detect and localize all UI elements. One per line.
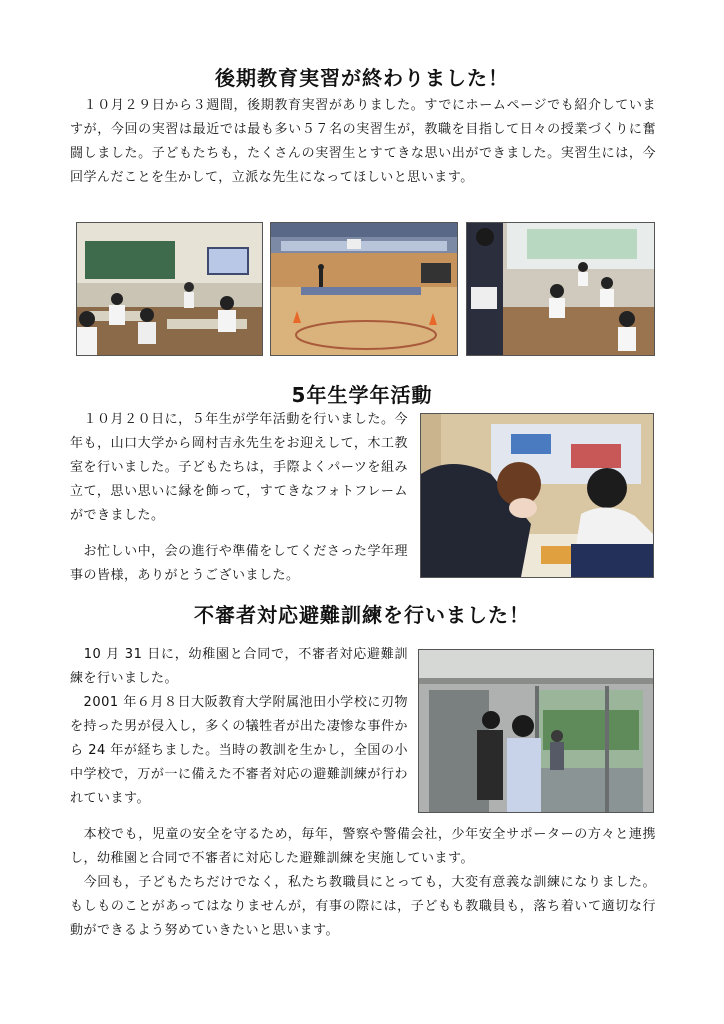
- section2-title: 5年生学年活動: [291, 383, 433, 407]
- section3-paragraph-3: 本校でも，児童の安全を守るため，毎年，警察や警備会社，少年安全サポーターの方々と連携し，幼稚園と合同で不審者に対応した避難訓練を実施しています。: [70, 827, 656, 866]
- section3-paragraph-2: 2001 年６月８日大阪教育大学附属池田小学校に刃物を持った男が侵入し，多くの犠牲者が出た凄惨な事件から 24 年が経ちました。当時の教訓を生かし，全国の小中学校で，万が一に備えた不審者対応の避難訓練が行われています。: [70, 695, 408, 806]
- photo-woodwork-workshop: [420, 413, 654, 578]
- section1-paragraph: １０月２９日から３週間，後期教育実習がありました。すでにホームページでも紹介していますが，今回の実習は最近では最も多い５７名の実習生が，教職を目指して日々の授業づくりに奮闘しました。子どもたちも，たくさんの実習生とすてきな思い出ができました。実習生には，今回学んだことを生かして，立派な先生になってほしいと思います。: [70, 98, 656, 185]
- section2-paragraph-2: お忙しい中，会の進行や準備をしてくださった学年理事の皆様，ありがとうございました。: [70, 544, 408, 583]
- photo-classroom-students: [466, 222, 655, 356]
- section1-title: 後期教育実習が終わりました！: [215, 66, 509, 90]
- section3-title: 不審者対応避難訓練を行いました！: [194, 603, 530, 627]
- section3-paragraph-4: 今回も，子どもたちだけでなく，私たち教職員にとっても，大変有意義な訓練になりました。もしものことがあってはなりませんが，有事の際には，子どもも教職員も，落ち着いて適切な行動ができるよう努めていきたいと思います。: [70, 875, 656, 938]
- section2-paragraph-1: １０月２０日に，５年生が学年活動を行いました。今年も，山口大学から岡村吉永先生をお迎えして，木工教室を行いました。子どもたちは，手際よくパーツを組み立て，思い思いに縁を飾って，すてきなフォトフレームができました。: [70, 412, 408, 523]
- photo-gymnasium: [270, 222, 458, 356]
- photo-classroom-lesson: [76, 222, 263, 356]
- photo-evacuation-drill: [418, 649, 654, 813]
- section3-paragraph-1: 10 月 31 日に，幼稚園と合同で，不審者対応避難訓練を行いました。: [70, 647, 408, 686]
